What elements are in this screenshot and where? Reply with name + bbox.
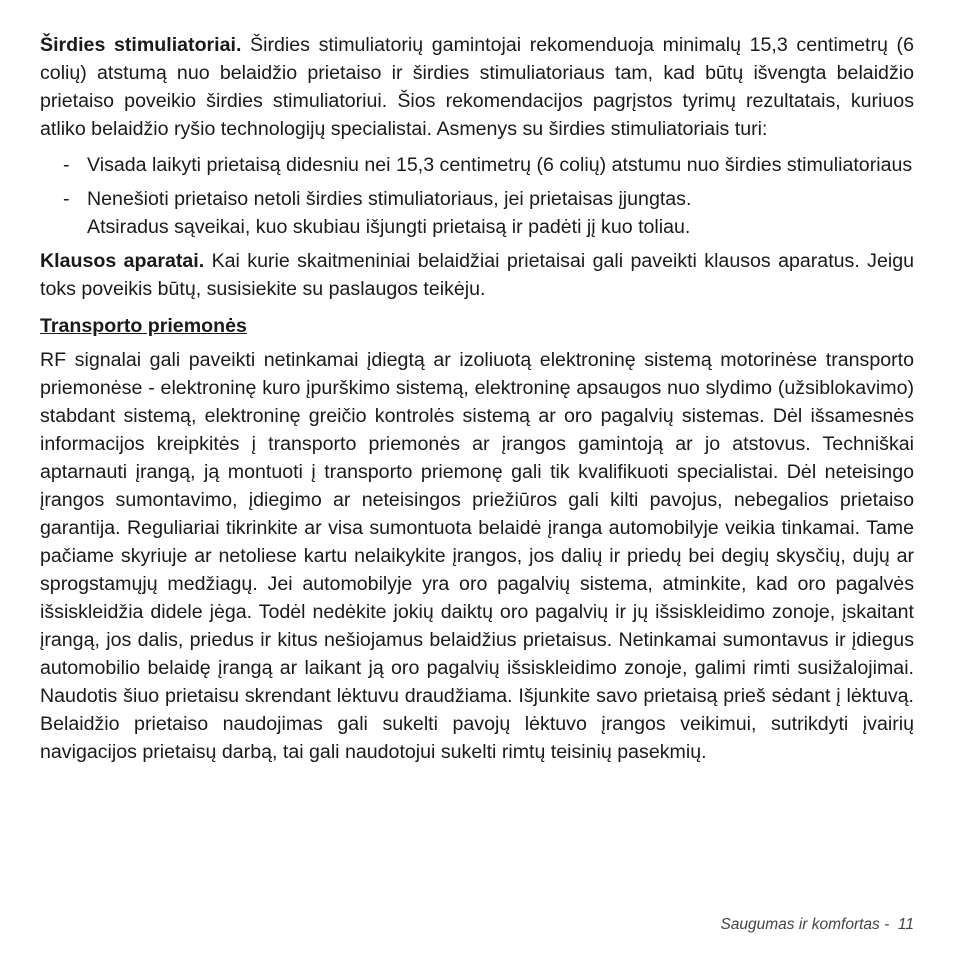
footer-separator: -: [879, 916, 898, 933]
list-item-text-continued: Atsiradus sąveikai, kuo skubiau išjungti prietaisą ir padėti jį kuo toliau.: [87, 216, 691, 238]
bullet-dash: -: [63, 154, 70, 176]
hearing-aids-heading: Klausos aparatai.: [40, 250, 205, 272]
list-item-text: Visada laikyti prietaisą didesniu nei 15,3 centimetrų (6 colių) atstumu nuo širdies stimuliatoriaus: [87, 154, 913, 176]
pacemaker-instructions-list: [40, 151, 914, 241]
pacemakers-text: Širdies stimuliatorių gamintojai rekomenduoja minimalų 15,3 centimetrų (6 colių) atstumą nuo belaidžio prietaiso ir širdies stimuliatoriaus tam, kad būtų išvengta belaidžio prietaiso poveikio širdies stimuliatoriui. Šios rekomendacijos pagrįstos tyrimų rezultatais, kuriuos atliko belaidžio ryšio technologijų specialistai. Asmenys su širdies stimuliatoriais turi:: [40, 34, 914, 140]
page-footer: [720, 916, 914, 934]
list-item: [40, 151, 914, 179]
section-heading-vehicles: Transporto priemonės: [40, 315, 247, 337]
list-item-text: Nenešioti prietaiso netoli širdies stimuliatoriaus, jei prietaisas įjungtas.: [87, 188, 692, 210]
pacemakers-paragraph: [40, 31, 914, 143]
footer-section-title: Saugumas ir komfortas: [720, 916, 880, 933]
vehicles-paragraph: RF signalai gali paveikti netinkamai įdiegtą ar izoliuotą elektroninę sistemą motorinėse transporto priemonėse - elektroninę kuro įpurškimo sistemą, elektroninę apsaugos nuo slydimo (užsiblokavimo) stabdant sistemą, elektroninę greičio kontrolės sistemą ar oro pagalvių sistemas. Dėl išsamesnės informacijos kreipkitės į transporto priemonės ar įrangos gamintoją ar jo atstovus. Techniškai aptarnauti įrangą, ją montuoti į transporto priemonę gali tik kvalifikuoti specialistai. Dėl neteisingo įrangos sumontavimo, įdiegimo ar neteisingos priežiūros gali kilti pavojus, nebegalios prietaiso garantija. Reguliariai tikrinkite ar visa sumontuota belaidė įranga automobilyje veikia tinkamai. Tame pačiame skyriuje ar netoliese kartu nelaikykite įrangos, jos dalių ir priedų bei degių skysčių, dujų ar sprogstamųjų medžiagų. Jei automobilyje yra oro pagalvių sistema, atminkite, kad oro pagalvės išsiskleidžia didele jėga. Todėl nedėkite jokių daiktų oro pagalvių ir jų išsiskleidimo zonoje, įskaitant įrangą, jos dalis, priedus ir kitus nešiojamus belaidžius prietaisus. Netinkamai sumontavus ir įdiegus automobilio belaidę įrangą ar laikant ją oro pagalvių išsiskleidimo zonoje, galimi rimti susižalojimai. Naudotis šiuo prietaisu skrendant lėktuvu draudžiama. Išjunkite savo prietaisą prieš sėdant į lėktuvą. Belaidžio prietaiso naudojimas gali sukelti pavojų lėktuvo įrangos veikimui, sutrikdyti įvairių navigacijos prietaisų darbą, tai gali naudotojui sukelti rimtų teisinių pasekmių.: [40, 349, 914, 763]
page-number: 11: [897, 916, 914, 933]
hearing-aids-paragraph: [40, 247, 914, 303]
document-page: [40, 31, 914, 766]
list-item: [40, 185, 914, 241]
pacemakers-heading: Širdies stimuliatoriai.: [40, 34, 242, 56]
hearing-aids-text: Kai kurie skaitmeniniai belaidžiai prietaisai gali paveikti klausos aparatus. Jeigu toks poveikis būtų, susisiekite su paslaugos teikėju.: [40, 250, 915, 300]
bullet-dash: -: [63, 188, 70, 210]
